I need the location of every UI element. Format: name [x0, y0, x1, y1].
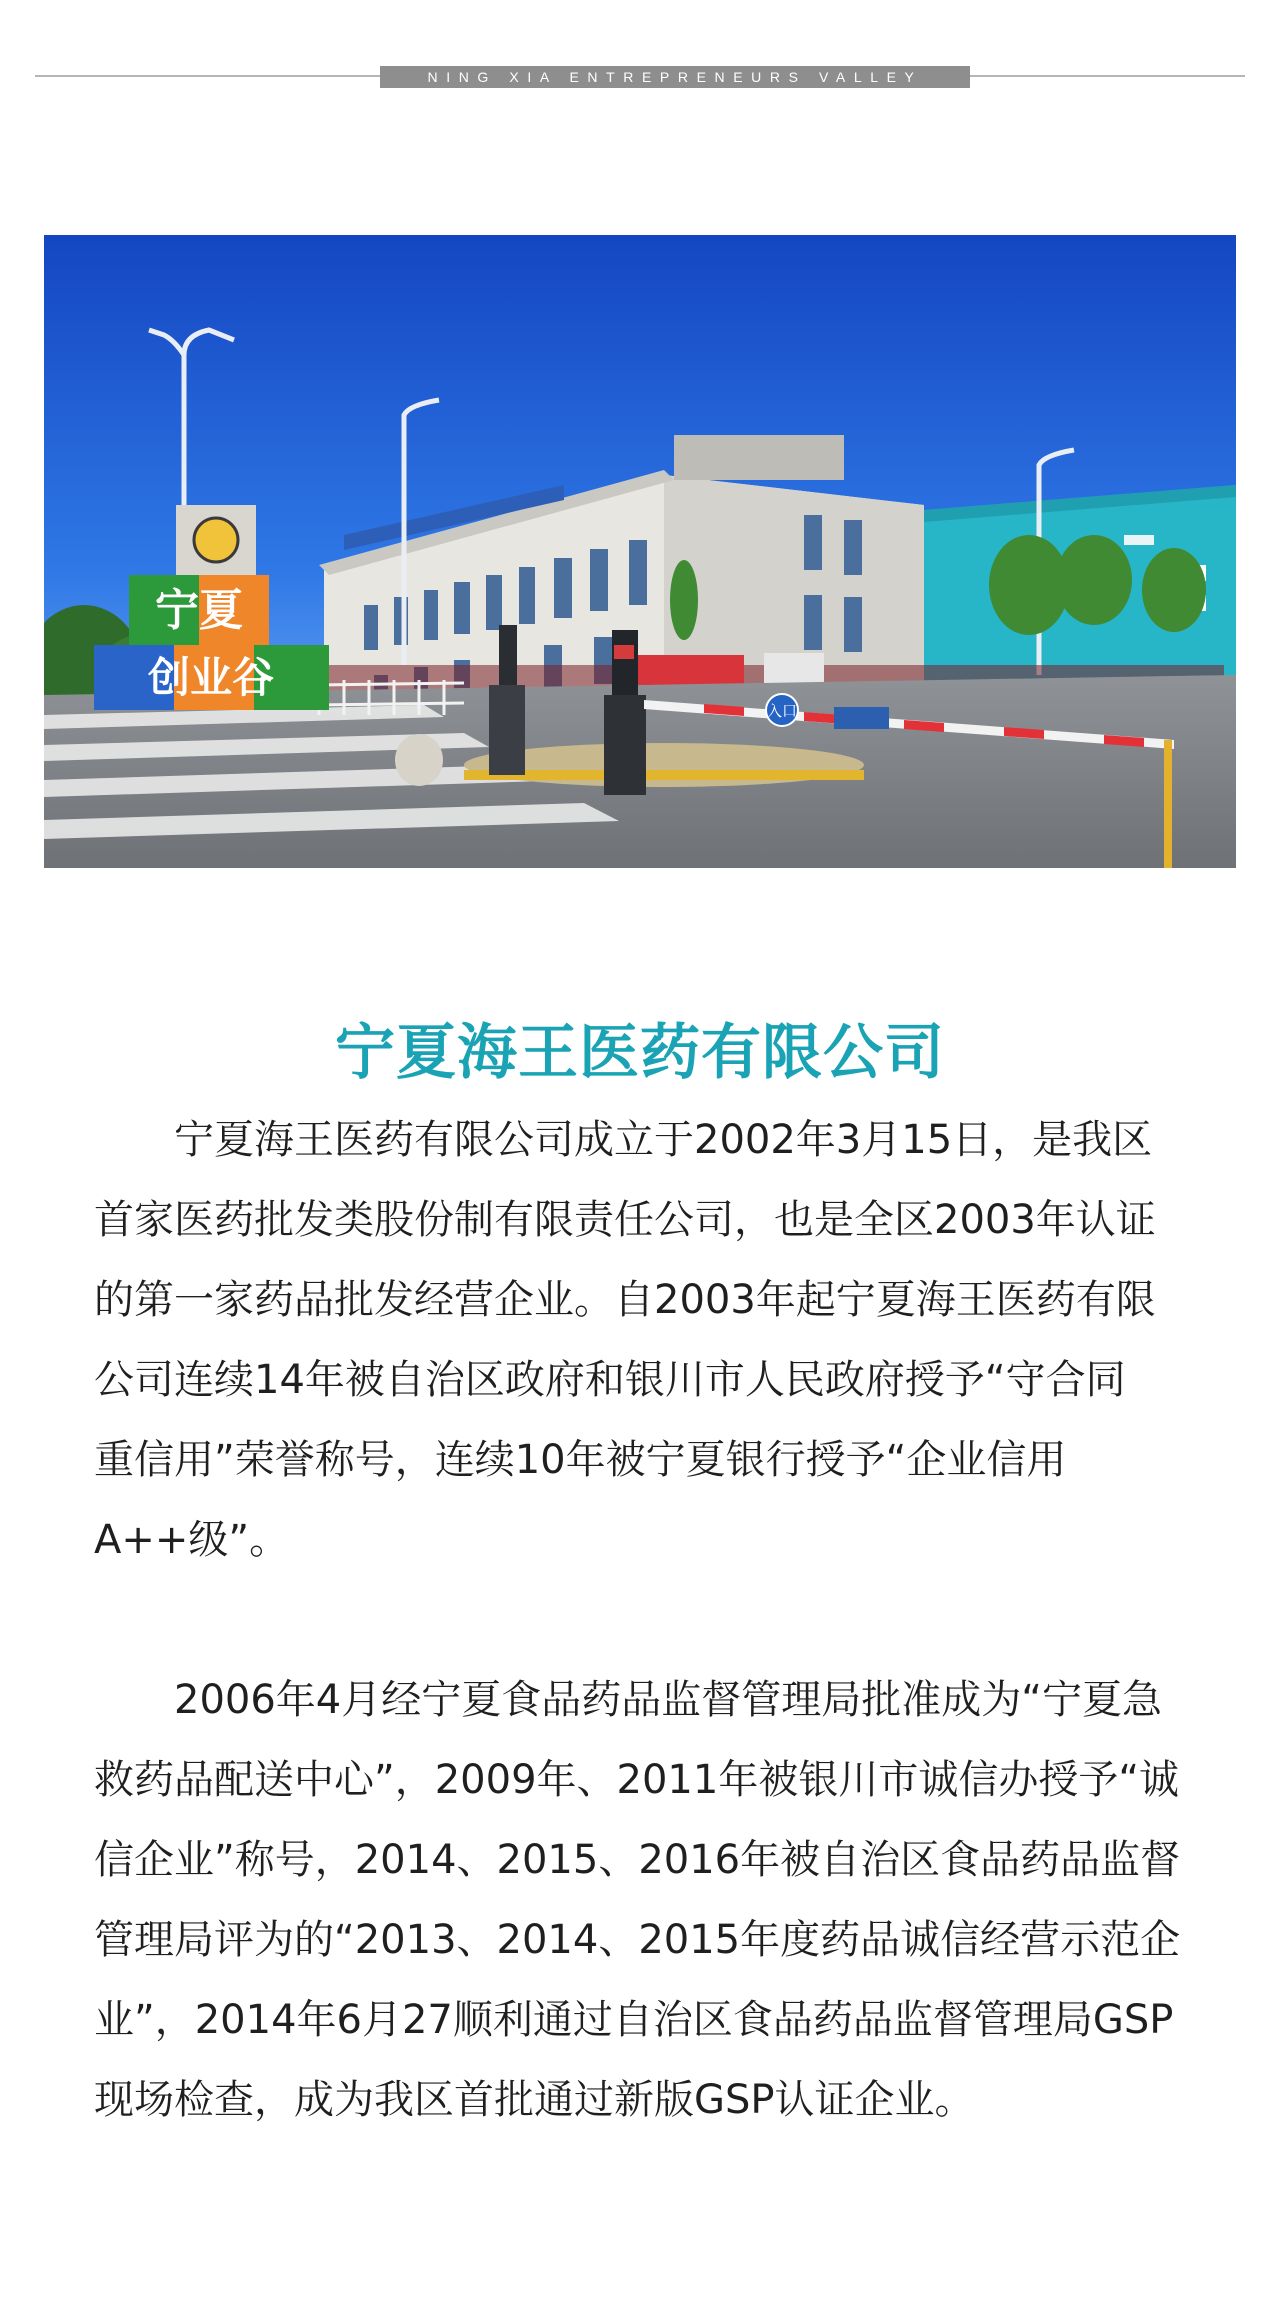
paragraph-1-text: 宁夏海王医药有限公司成立于2002年3月15日，是我区首家医药批发类股份制有限责任公司，也是全区2003年认证的第一家药品批发经营企业。自2003年起宁夏海王医药有限公司连续14年被自治区政府和银川市人民政府授予“守合同 重信用”荣誉称号，连续10年被宁夏银行授予“企业信用A++级”。: [94, 1117, 1166, 1563]
article-paragraph-2: [94, 1660, 1186, 2140]
hero-photo: [44, 235, 1236, 868]
sign-bottom-text: 创业谷: [147, 653, 275, 702]
sign-top-text: 宁夏: [155, 585, 243, 636]
header-band: [35, 66, 1245, 88]
entrance-sign-label: 入口: [766, 702, 798, 720]
article-paragraph-1: [94, 1100, 1186, 1580]
header-tagline: NING XIA ENTREPRENEURS VALLEY: [380, 66, 970, 88]
paragraph-2-text: 2006年4月经宁夏食品药品监督管理局批准成为“宁夏急救药品配送中心”，2009年、2011年被银川市诚信办授予“诚信企业”称号，2014、2015、2016年被自治区食品药品监督管理局评为的“2013、2014、2015年度药品诚信经营示范企业”，2014年6月27顺利通过自治区食品药品监督管理局GSP现场检查，成为我区首批通过新版GSP认证企业。: [94, 1677, 1181, 2123]
company-entrance-illustration: [44, 235, 1236, 868]
article-title: 宁夏海王医药有限公司: [335, 1018, 945, 1089]
